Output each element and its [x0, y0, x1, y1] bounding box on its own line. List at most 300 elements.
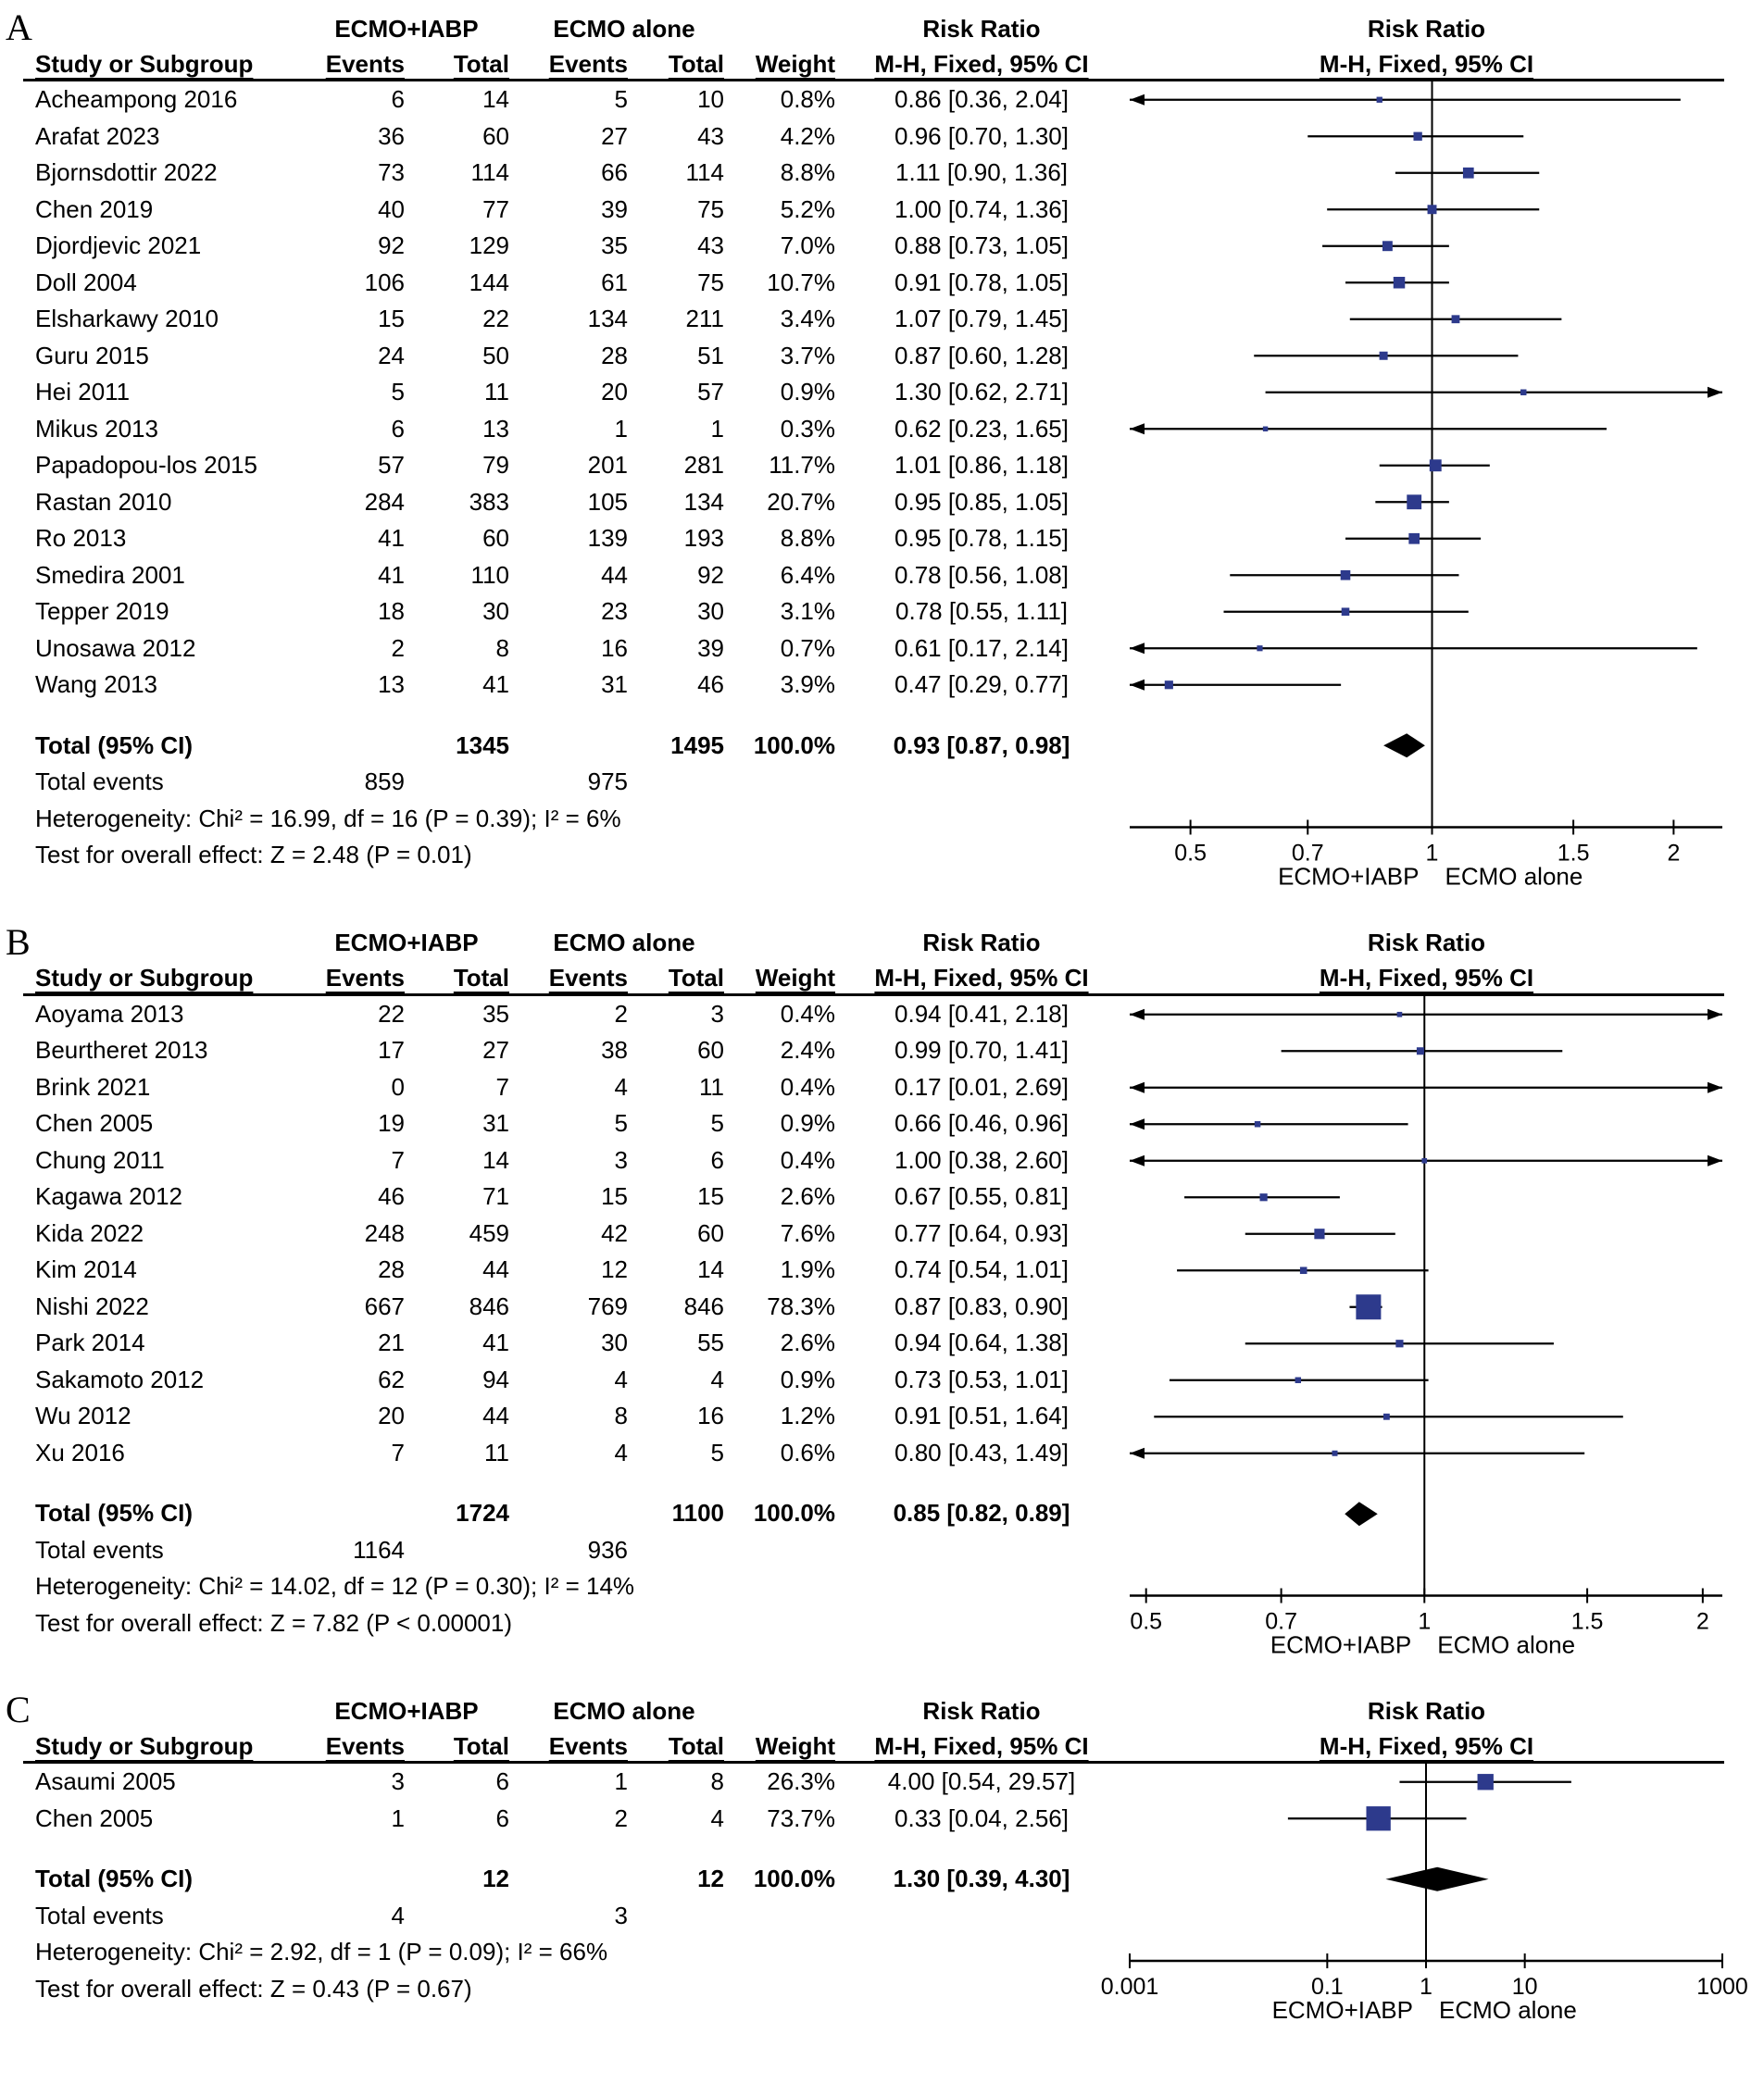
events-group1: 40: [378, 194, 405, 223]
study-name: Hei 2011: [35, 378, 131, 406]
total-events-label: Total events: [35, 1901, 164, 1929]
total-group2: 75: [697, 268, 724, 296]
total-group2: 15: [697, 1182, 724, 1211]
total-group2: 30: [697, 597, 724, 626]
risk-ratio-ci-value: 1.00 [0.38, 2.60]: [895, 1145, 1069, 1174]
total-group2: 60: [697, 1036, 724, 1065]
events-group2: 139: [587, 524, 628, 553]
total-group1: 144: [469, 268, 509, 296]
total-group2: 11: [699, 1072, 724, 1101]
events-group2: 30: [601, 1329, 628, 1357]
total-ci-value: 1.30 [0.39, 4.30]: [893, 1865, 1070, 1893]
events-group1: 41: [378, 560, 405, 589]
risk-ratio-ci-value: 1.07 [0.79, 1.45]: [895, 305, 1069, 333]
col-ci-header: M-H, Fixed, 95% CI: [874, 1731, 1089, 1760]
study-name: Brink 2021: [35, 1072, 151, 1101]
study-name: Beurtheret 2013: [35, 1036, 208, 1065]
events-group1: 18: [378, 597, 405, 626]
events-group2: 2: [614, 1803, 628, 1832]
risk-ratio-ci-value: 0.66 [0.46, 0.96]: [895, 1109, 1069, 1138]
total-group2: 3: [710, 999, 724, 1028]
col-total-group1-header: Total: [453, 964, 509, 992]
total-ci-value: 0.93 [0.87, 0.98]: [893, 730, 1070, 759]
total-group1: 44: [482, 1255, 509, 1284]
total-group1: 79: [482, 451, 509, 480]
events-group1: 57: [378, 451, 405, 480]
risk-ratio-ci-value: 0.47 [0.29, 0.77]: [895, 670, 1069, 699]
weight-value: 8.8%: [780, 158, 835, 187]
study-name: Ro 2013: [35, 524, 127, 553]
effect-square: [1341, 570, 1351, 580]
total-events-group1: 859: [364, 767, 405, 796]
study-name: Chen 2005: [35, 1109, 154, 1138]
total-group2: 193: [683, 524, 724, 553]
total-weight: 100.0%: [753, 1499, 835, 1528]
events-group2: 5: [614, 1109, 628, 1138]
total-group1: 71: [482, 1182, 509, 1211]
ci-arrow-left: [1130, 1081, 1145, 1092]
events-group1: 667: [364, 1292, 405, 1320]
col-events-group2-header: Events: [548, 49, 628, 78]
weight-value: 11.7%: [769, 451, 835, 480]
events-group2: 20: [601, 378, 628, 406]
total-n-group1: 1724: [456, 1499, 509, 1528]
axis-tick-label: 0.1: [1310, 1974, 1344, 2000]
total-n-group1: 12: [482, 1865, 509, 1893]
forest-plot-b: [1120, 926, 1764, 1665]
total-group2: 43: [697, 121, 724, 150]
heterogeneity-text: Heterogeneity: Chi² = 2.92, df = 1 (P = 0.09); I² = 66%: [35, 1938, 608, 1966]
events-group2: 2: [614, 999, 628, 1028]
total-events-group1: 1164: [353, 1535, 405, 1564]
events-group1: 62: [378, 1365, 405, 1393]
events-group1: 21: [378, 1329, 405, 1357]
axis-tick-label: 0.5: [1174, 840, 1207, 867]
events-group1: 2: [391, 633, 405, 662]
col-weight-header: Weight: [755, 964, 835, 992]
col-weight-header: Weight: [755, 49, 835, 78]
events-group1: 36: [378, 121, 405, 150]
col-total-group1-header: Total: [453, 1731, 509, 1760]
effect-square: [1366, 1806, 1390, 1830]
weight-value: 26.3%: [767, 1767, 835, 1796]
total-group1: 94: [482, 1365, 509, 1393]
study-name: Arafat 2023: [35, 121, 160, 150]
events-group2: 105: [587, 487, 628, 516]
events-group1: 284: [364, 487, 405, 516]
risk-ratio-ci-value: 0.91 [0.51, 1.64]: [895, 1402, 1069, 1430]
total-group2: 211: [685, 305, 724, 333]
effect-square: [1520, 390, 1526, 395]
total-group2: 8: [710, 1767, 724, 1796]
risk-ratio-ci-value: 0.87 [0.83, 0.90]: [895, 1292, 1069, 1320]
summary-diamond: [1345, 1502, 1378, 1526]
events-group2: 39: [601, 194, 628, 223]
study-name: Xu 2016: [35, 1438, 125, 1466]
weight-value: 3.4%: [780, 305, 835, 333]
weight-value: 0.4%: [780, 1072, 835, 1101]
group1-header: ECMO+IABP: [334, 14, 479, 43]
events-group2: 4: [614, 1072, 628, 1101]
ci-arrow-right: [1708, 1008, 1722, 1019]
col-events-group2-header: Events: [548, 1731, 628, 1760]
risk-ratio-ci-value: 0.99 [0.70, 1.41]: [895, 1036, 1069, 1065]
effect-square: [1383, 1413, 1390, 1419]
axis-tick-label: 0.001: [1100, 1974, 1159, 2000]
events-group2: 15: [601, 1182, 628, 1211]
summary-diamond: [1383, 733, 1425, 757]
total-n-group2: 12: [697, 1865, 724, 1893]
risk-ratio-header: Risk Ratio: [922, 929, 1041, 956]
study-name: Kida 2022: [35, 1218, 144, 1247]
risk-ratio-ci-value: 0.77 [0.64, 0.93]: [895, 1218, 1069, 1247]
risk-ratio-ci-value: 0.86 [0.36, 2.04]: [895, 85, 1069, 114]
total-group2: 1: [710, 414, 724, 443]
study-name: Kagawa 2012: [35, 1182, 183, 1211]
weight-value: 4.2%: [780, 121, 835, 150]
total-group2: 14: [697, 1255, 724, 1284]
weight-value: 7.0%: [780, 231, 835, 260]
ci-arrow-right: [1708, 1154, 1722, 1166]
weight-value: 10.7%: [767, 268, 835, 296]
weight-value: 5.2%: [780, 194, 835, 223]
overall-effect-text: Test for overall effect: Z = 0.43 (P = 0.67): [35, 1974, 472, 2003]
effect-square: [1263, 427, 1268, 431]
col-study-header: Study or Subgroup: [35, 1731, 254, 1760]
risk-ratio-ci-value: 4.00 [0.54, 29.57]: [887, 1767, 1076, 1796]
events-group1: 6: [391, 414, 405, 443]
axis-tick-label: 1.5: [1557, 840, 1590, 867]
events-group2: 12: [601, 1255, 628, 1284]
total-group1: 846: [469, 1292, 509, 1320]
ci-arrow-right: [1708, 387, 1722, 398]
weight-value: 3.7%: [780, 341, 835, 369]
study-name: Mikus 2013: [35, 414, 158, 443]
total-group2: 75: [697, 194, 724, 223]
forest-plot-figure: [0, 6, 1764, 2024]
heterogeneity-text: Heterogeneity: Chi² = 16.99, df = 16 (P = 0.39); I² = 6%: [35, 804, 621, 832]
events-group2: 61: [601, 268, 628, 296]
axis-label-right: ECMO alone: [1439, 1996, 1577, 2024]
col-ci-plot-header: M-H, Fixed, 95% CI: [1319, 964, 1534, 992]
weight-value: 6.4%: [780, 560, 835, 589]
effect-square: [1165, 680, 1173, 689]
risk-ratio-ci-value: 0.94 [0.41, 2.18]: [895, 999, 1069, 1028]
forest-plot-a: [1120, 11, 1764, 896]
study-name: Tepper 2019: [35, 597, 169, 626]
risk-ratio-ci-value: 0.88 [0.73, 1.05]: [895, 231, 1069, 260]
risk-ratio-ci-value: 1.01 [0.86, 1.18]: [895, 451, 1069, 480]
events-group2: 4: [614, 1438, 628, 1466]
total-group1: 110: [470, 560, 509, 589]
events-group1: 24: [378, 341, 405, 369]
study-name: Papadopou-los 2015: [35, 451, 257, 480]
effect-square: [1430, 459, 1442, 471]
total-events-group1: 4: [391, 1901, 405, 1929]
axis-label-left: ECMO+IABP: [1278, 862, 1420, 891]
group1-header: ECMO+IABP: [334, 1696, 479, 1725]
axis-tick-label: 2: [1695, 1608, 1709, 1634]
total-group2: 134: [683, 487, 724, 516]
col-study-header: Study or Subgroup: [35, 964, 254, 992]
events-group1: 19: [378, 1109, 405, 1138]
events-group1: 248: [364, 1218, 405, 1247]
risk-ratio-header: Risk Ratio: [922, 1696, 1041, 1725]
study-name: Elsharkawy 2010: [35, 305, 219, 333]
axis-tick-label: 0.5: [1130, 1608, 1163, 1634]
ci-arrow-left: [1130, 1008, 1145, 1019]
study-name: Unosawa 2012: [35, 633, 196, 662]
heterogeneity-text: Heterogeneity: Chi² = 14.02, df = 12 (P = 0.30); I² = 14%: [35, 1572, 635, 1601]
total-group1: 60: [482, 524, 509, 553]
total-label: Total (95% CI): [35, 730, 193, 759]
events-group1: 7: [391, 1438, 405, 1466]
col-study-header: Study or Subgroup: [35, 49, 254, 78]
effect-square: [1417, 1047, 1424, 1054]
effect-square: [1342, 607, 1350, 616]
weight-value: 0.6%: [780, 1438, 835, 1466]
col-events-group1-header: Events: [325, 49, 405, 78]
events-group2: 8: [614, 1402, 628, 1430]
risk-ratio-ci-value: 0.78 [0.56, 1.08]: [895, 560, 1069, 589]
weight-value: 2.4%: [780, 1036, 835, 1065]
col-weight-header: Weight: [755, 1731, 835, 1760]
study-name: Acheampong 2016: [35, 85, 238, 114]
weight-value: 8.8%: [780, 524, 835, 553]
total-group2: 114: [685, 158, 724, 187]
panel-label: B: [6, 920, 31, 963]
total-n-group2: 1495: [670, 730, 724, 759]
summary-diamond: [1385, 1867, 1488, 1891]
events-group2: 35: [601, 231, 628, 260]
effect-square: [1421, 1157, 1427, 1163]
effect-square: [1300, 1267, 1307, 1274]
effect-square: [1356, 1294, 1381, 1319]
total-group1: 27: [482, 1036, 509, 1065]
effect-square: [1408, 533, 1420, 544]
events-group1: 13: [378, 670, 405, 699]
total-group2: 51: [697, 341, 724, 369]
axis-tick-label: 0.7: [1291, 840, 1324, 867]
events-group2: 44: [601, 560, 628, 589]
risk-ratio-ci-value: 0.95 [0.85, 1.05]: [895, 487, 1069, 516]
events-group2: 66: [601, 158, 628, 187]
col-events-group2-header: Events: [548, 964, 628, 992]
weight-value: 1.9%: [780, 1255, 835, 1284]
effect-square: [1413, 132, 1421, 141]
total-group2: 5: [710, 1109, 724, 1138]
risk-ratio-ci-value: 0.96 [0.70, 1.30]: [895, 121, 1069, 150]
weight-value: 0.9%: [780, 1365, 835, 1393]
risk-ratio-ci-value: 0.91 [0.78, 1.05]: [895, 268, 1069, 296]
study-name: Nishi 2022: [35, 1292, 149, 1320]
total-group2: 43: [697, 231, 724, 260]
study-name: Wu 2012: [35, 1402, 131, 1430]
total-group1: 6: [495, 1803, 509, 1832]
study-name: Chung 2011: [35, 1145, 165, 1174]
events-group2: 769: [587, 1292, 628, 1320]
effect-square: [1295, 1377, 1301, 1382]
events-group2: 1: [614, 1767, 628, 1796]
study-name: Chen 2005: [35, 1803, 154, 1832]
total-events-label: Total events: [35, 767, 164, 796]
events-group1: 20: [378, 1402, 405, 1430]
total-group2: 55: [697, 1329, 724, 1357]
total-group2: 6: [710, 1145, 724, 1174]
weight-value: 2.6%: [780, 1329, 835, 1357]
events-group2: 16: [601, 633, 628, 662]
study-name: Chen 2019: [35, 194, 154, 223]
events-group1: 3: [391, 1767, 405, 1796]
study-name: Sakamoto 2012: [35, 1365, 205, 1393]
effect-square: [1428, 205, 1437, 214]
events-group1: 92: [378, 231, 405, 260]
axis-label-left: ECMO+IABP: [1270, 1630, 1412, 1658]
events-group1: 41: [378, 524, 405, 553]
total-group1: 31: [482, 1109, 509, 1138]
axis-tick-label: 1: [1425, 840, 1439, 867]
risk-ratio-ci-value: 0.67 [0.55, 0.81]: [895, 1182, 1069, 1211]
total-group2: 16: [697, 1402, 724, 1430]
effect-square: [1478, 1774, 1494, 1790]
total-group1: 60: [482, 121, 509, 150]
panel-label: A: [6, 6, 32, 48]
axis-label-left: ECMO+IABP: [1271, 1996, 1413, 2024]
effect-square: [1382, 241, 1393, 251]
ci-arrow-left: [1130, 643, 1145, 654]
risk-ratio-ci-value: 1.11 [0.90, 1.36]: [895, 158, 1068, 187]
total-group1: 8: [495, 633, 509, 662]
total-group2: 39: [697, 633, 724, 662]
weight-value: 3.9%: [780, 670, 835, 699]
total-group1: 41: [482, 1329, 509, 1357]
group2-header: ECMO alone: [553, 14, 695, 43]
total-group1: 14: [482, 85, 509, 114]
ci-arrow-left: [1130, 680, 1145, 691]
axis-label-right: ECMO alone: [1445, 862, 1583, 891]
weight-value: 3.1%: [780, 597, 835, 626]
total-group1: 44: [482, 1402, 509, 1430]
risk-ratio-plot-header: Risk Ratio: [1367, 14, 1486, 43]
total-group1: 30: [482, 597, 509, 626]
events-group2: 23: [601, 597, 628, 626]
effect-square: [1255, 1121, 1260, 1127]
events-group1: 7: [391, 1145, 405, 1174]
weight-value: 73.7%: [767, 1803, 835, 1832]
study-name: Asaumi 2005: [35, 1767, 176, 1796]
total-group1: 459: [469, 1218, 509, 1247]
forest-plot-c: [1100, 1693, 1764, 2029]
effect-square: [1377, 97, 1382, 103]
col-ci-header: M-H, Fixed, 95% CI: [874, 964, 1089, 992]
total-group1: 22: [482, 305, 509, 333]
weight-value: 0.8%: [780, 85, 835, 114]
effect-square: [1452, 315, 1460, 323]
risk-ratio-ci-value: 0.95 [0.78, 1.15]: [895, 524, 1069, 553]
ci-arrow-left: [1130, 1118, 1145, 1129]
total-n-group2: 1100: [671, 1499, 724, 1528]
risk-ratio-ci-value: 0.17 [0.01, 2.69]: [895, 1072, 1069, 1101]
events-group1: 15: [378, 305, 405, 333]
forest-panel-c: [0, 1689, 1764, 2024]
col-total-group1-header: Total: [453, 49, 509, 78]
events-group2: 42: [601, 1218, 628, 1247]
weight-value: 0.9%: [780, 1109, 835, 1138]
risk-ratio-ci-value: 1.00 [0.74, 1.36]: [895, 194, 1069, 223]
weight-value: 7.6%: [780, 1218, 835, 1247]
total-group2: 4: [710, 1365, 724, 1393]
axis-tick-label: 10: [1511, 1974, 1538, 2000]
total-weight: 100.0%: [753, 730, 835, 759]
total-events-label: Total events: [35, 1535, 164, 1564]
weight-value: 78.3%: [767, 1292, 835, 1320]
total-group1: 114: [470, 158, 509, 187]
total-group1: 77: [482, 194, 509, 223]
events-group1: 6: [391, 85, 405, 114]
total-group1: 11: [484, 1438, 509, 1466]
events-group1: 1: [391, 1803, 405, 1832]
total-group1: 50: [482, 341, 509, 369]
risk-ratio-ci-value: 0.87 [0.60, 1.28]: [895, 341, 1069, 369]
axis-tick-label: 2: [1667, 840, 1681, 867]
col-total-group2-header: Total: [668, 964, 724, 992]
risk-ratio-ci-value: 0.33 [0.04, 2.56]: [895, 1803, 1069, 1832]
risk-ratio-ci-value: 0.62 [0.23, 1.65]: [895, 414, 1069, 443]
events-group1: 106: [364, 268, 405, 296]
overall-effect-text: Test for overall effect: Z = 7.82 (P < 0.00001): [35, 1608, 512, 1637]
total-group1: 13: [482, 414, 509, 443]
study-name: Doll 2004: [35, 268, 137, 296]
weight-value: 0.7%: [780, 633, 835, 662]
events-group2: 201: [587, 451, 628, 480]
total-group1: 11: [484, 378, 509, 406]
ci-arrow-left: [1130, 423, 1145, 434]
col-ci-plot-header: M-H, Fixed, 95% CI: [1319, 49, 1534, 78]
weight-value: 0.3%: [780, 414, 835, 443]
axis-tick-label: 1: [1420, 1974, 1432, 2000]
axis-tick-label: 1.5: [1570, 1608, 1604, 1634]
total-group1: 35: [482, 999, 509, 1028]
total-group1: 129: [469, 231, 509, 260]
total-group2: 57: [697, 378, 724, 406]
risk-ratio-plot-header: Risk Ratio: [1367, 1696, 1486, 1725]
study-name: Djordjevic 2021: [35, 231, 202, 260]
total-group1: 14: [482, 1145, 509, 1174]
total-group1: 41: [482, 670, 509, 699]
total-group2: 5: [710, 1438, 724, 1466]
group1-header: ECMO+IABP: [334, 929, 479, 956]
events-group1: 5: [391, 378, 405, 406]
total-group2: 10: [697, 85, 724, 114]
effect-square: [1407, 494, 1421, 509]
axis-tick-label: 1: [1418, 1608, 1432, 1634]
study-name: Wang 2013: [35, 670, 158, 699]
effect-square: [1395, 1340, 1403, 1347]
events-group1: 22: [378, 999, 405, 1028]
events-group2: 38: [601, 1036, 628, 1065]
study-name: Rastan 2010: [35, 487, 172, 516]
group2-header: ECMO alone: [553, 929, 695, 956]
total-events-group2: 3: [614, 1901, 628, 1929]
events-group2: 3: [614, 1145, 628, 1174]
ci-arrow-left: [1130, 1154, 1145, 1166]
panel-label: C: [6, 1689, 31, 1730]
total-group1: 7: [495, 1072, 509, 1101]
ci-arrow-left: [1130, 1447, 1145, 1458]
effect-square: [1380, 352, 1388, 360]
risk-ratio-plot-header: Risk Ratio: [1367, 929, 1486, 956]
col-total-group2-header: Total: [668, 1731, 724, 1760]
